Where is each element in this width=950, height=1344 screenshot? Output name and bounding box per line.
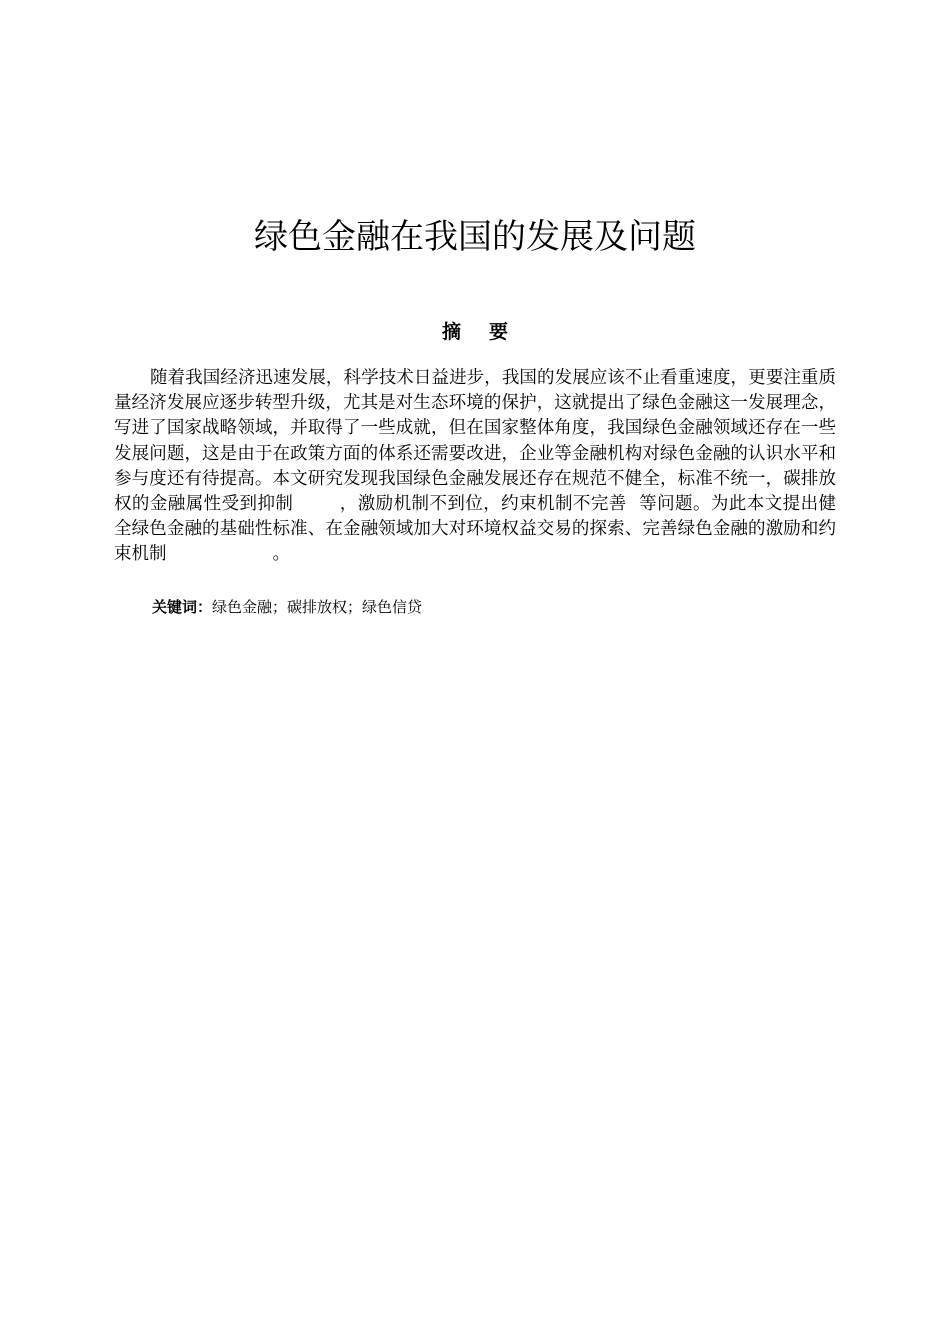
abstract-text-1: 随着我国经济迅速发展，科学技术日益进步，我国的发展应该不止看重速度，更要注重质量经济发展应逐步转型升级，尤其是对生态环境的保护，这就提出了绿色金融这一发展理念，写进了国家战略领域，并取得了一些成就，但在国家整体角度，我国绿色金融领域还存在一些发展问题，这是由于在政策方面的体系还需要改进，企业等金融机构对绿色金融的认识水平和参与度还有待提高。本文研究发现我国绿色金融发展还存在规范不健全，标准不统一，碳排放权的金融属性受到抑制	[114, 368, 836, 515]
document-title: 绿色金融在我国的发展及问题	[254, 217, 696, 257]
abstract-text-4: 。	[272, 544, 290, 565]
keywords-label: 关键词：	[152, 598, 213, 616]
abstract-text-3: 等问题。为此本文提出健全绿色金融的基础性标准、在金融领域加大对环境权益交易的探索、完善绿色金融的激励和约束机制	[114, 494, 837, 565]
keywords-value: 绿色金融；碳排放权；绿色信贷	[212, 598, 423, 616]
abstract-heading	[0, 318, 950, 346]
abstract-text-2: ，激励机制不到位，约束机制不完善	[339, 494, 627, 515]
abstract-heading-char-2: 要	[489, 321, 509, 343]
keywords-line	[152, 596, 422, 618]
abstract-heading-char-1: 摘	[441, 321, 461, 343]
abstract-body	[114, 366, 836, 568]
